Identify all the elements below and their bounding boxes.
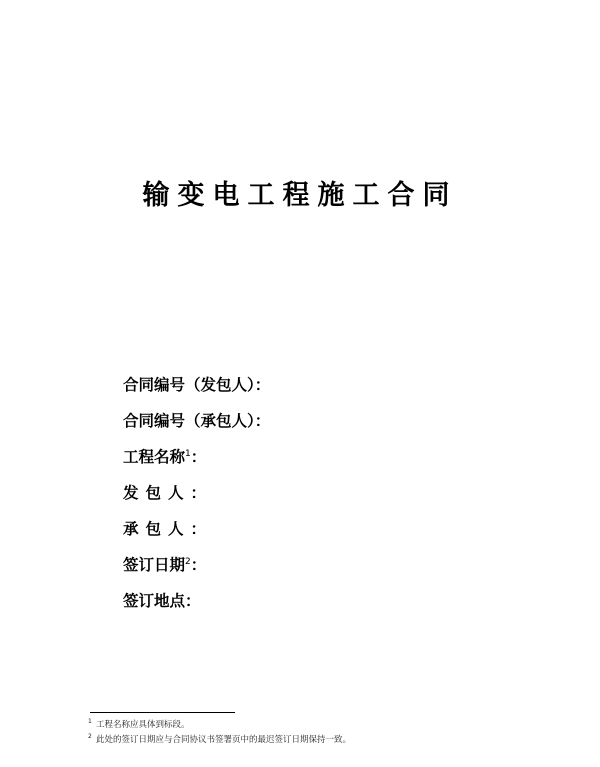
field-signing-location	[123, 589, 503, 625]
contract-fields	[123, 373, 503, 625]
field-label: 签订日期	[123, 556, 186, 574]
footnote-divider	[90, 712, 235, 713]
field-contract-number-employer	[123, 373, 503, 409]
footnote-text: 工程名称应具体到标段。	[96, 720, 190, 730]
field-label: 工程名称	[123, 448, 186, 466]
field-contractor	[123, 517, 503, 553]
footnotes	[88, 718, 568, 748]
field-project-name	[123, 445, 503, 481]
field-label-colon: ：	[190, 556, 207, 574]
field-label: 发包人：	[123, 484, 214, 502]
field-label: 承包人：	[123, 520, 214, 538]
footnote-1: 1 工程名称应具体到标段。	[88, 718, 190, 730]
footnote-reference: 2	[185, 556, 191, 567]
footnote-2: 2 此处的签订日期应与合同协议书签署页中的最迟签订日期保持一致。	[88, 733, 352, 745]
field-contract-number-contractor	[123, 409, 503, 445]
field-signing-date	[123, 553, 503, 589]
field-label: 合同编号（承包人）：	[123, 412, 271, 430]
document-title: 输变电工程施工合同	[142, 180, 458, 211]
footnote-text: 此处的签订日期应与合同协议书签署页中的最迟签订日期保持一致。	[96, 735, 352, 745]
field-employer	[123, 481, 503, 517]
field-label: 合同编号（发包人）：	[123, 376, 271, 394]
footnote-reference: 1	[185, 448, 191, 459]
field-label-colon: ：	[190, 448, 207, 466]
field-label: 签订地点：	[123, 592, 201, 610]
